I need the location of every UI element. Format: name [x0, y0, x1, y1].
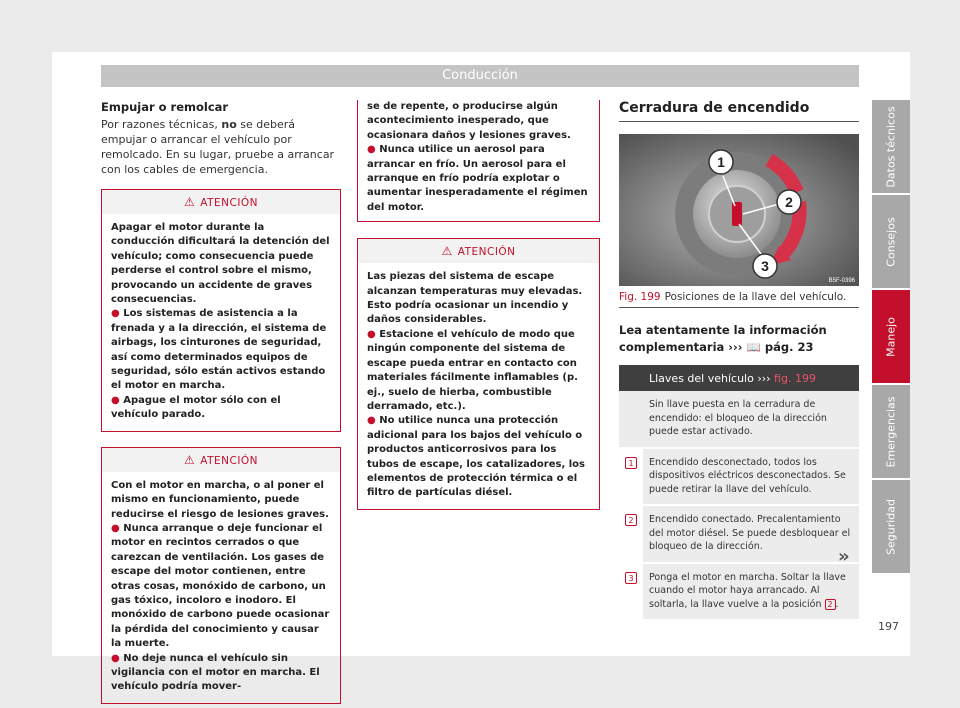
bullet-text: No utilice nunca una protección adicional para los bajos del vehículo o productos anticorrosivos para los tubos de escape, los catalizadores, los elementos de protección térmica o el filtro de partículas diésel. [367, 415, 585, 499]
ignition-lock-figure [619, 134, 859, 286]
reference-page-link[interactable]: pág. 23 [764, 340, 814, 354]
table-row-num [619, 391, 643, 448]
position-number: 1 [625, 457, 637, 469]
warning-bullet [111, 522, 331, 652]
table-header-arrows: ››› [757, 371, 771, 385]
tab-emergencias[interactable] [872, 385, 910, 478]
figure-caption [619, 286, 859, 308]
warning-text: Las piezas del sistema de escape alcanzan temperaturas muy elevadas. Esto podría ocasionar un incendio y daños considerables. [367, 271, 583, 326]
warning-text: se de repente, o producirse algún acontecimiento inesperado, que ocasionara daños y lesiones graves. [367, 101, 571, 141]
table-row-text: Ponga el motor en marcha. Soltar la llave cuando el motor haya arrancado. Al soltarla, la llave vuelve a la posición 2 . [643, 563, 859, 621]
svg-text:1: 1 [717, 154, 725, 170]
table-row-num [619, 505, 643, 563]
warning-bullet [111, 307, 331, 393]
tab-seguridad[interactable] [872, 480, 910, 573]
warning-text: Apagar el motor durante la conducción dificultará la detención del vehículo; como consecuencia puede perderse el control sobre el mismo, provocando un accidente de graves consecuencias. [111, 222, 330, 306]
warning-label: ATENCIÓN [457, 246, 516, 259]
reference-paragraph [619, 322, 859, 356]
table-row [619, 505, 859, 563]
warning-bullet [111, 652, 331, 695]
continue-arrow-icon: » [838, 546, 850, 567]
bullet-text: Nunca utilice un aerosol para arrancar en frío. Un aerosol para el arranque en frío podría explotar o aumentar inesperadamente el régimen del motor. [367, 144, 588, 213]
tab-manejo[interactable] [872, 290, 910, 383]
warning-box-1 [101, 189, 341, 432]
bullet-text: Estacione el vehículo de modo que ningún componente del sistema de escape pueda entrar en contacto con materiales fácilmente inflamables (p. ej., suelo de hierba, combustible derramado, etc.). [367, 328, 578, 412]
table-header-fig-link[interactable]: fig. 199 [774, 371, 816, 385]
tab-label: Manejo [884, 316, 898, 357]
warning-header [102, 190, 340, 214]
svg-text:2: 2 [785, 194, 793, 210]
svg-text:3: 3 [761, 258, 769, 274]
tab-label: Seguridad [884, 498, 898, 555]
warning-triangle-icon: ⚠ [183, 195, 196, 209]
table-row-text: Encendido conectado. Precalentamiento del motor diésel. Se puede desbloquear el bloqueo de la dirección. [643, 505, 859, 563]
bullet-text: Nunca arranque o deje funcionar el motor en recintos cerrados o que carezcan de ventilación. Los gases de escape del motor contienen, entre otras cosas, monóxido de carbono, un gas tóxico, incoloro e inodoro. El monóxido de carbono puede ocasionar la pérdida del conocimiento y causar la muerte. [111, 522, 330, 650]
table-row [619, 563, 859, 621]
table-header-text: Llaves del vehículo [649, 371, 754, 385]
key-positions-table [619, 365, 859, 621]
warning-body [367, 100, 590, 215]
table-row [619, 391, 859, 448]
bullet-text: No deje nunca el vehículo sin vigilancia con el motor en marcha. El vehículo podría mover- [111, 652, 320, 693]
warning-header [102, 448, 340, 472]
bullet-text: Apague el motor sólo con el vehículo parado. [111, 394, 281, 421]
callout-1 [709, 150, 733, 174]
warning-body [102, 214, 340, 431]
chapter-title: Conducción [442, 68, 518, 83]
chapter-header [101, 65, 859, 87]
warning-body [358, 263, 599, 509]
column-middle [357, 100, 600, 510]
warning-box-3 [357, 238, 600, 510]
section-title-ignition: Cerradura de encendido [619, 100, 859, 122]
table-row-text: Sin llave puesta en la cerradura de encendido: el bloqueo de la dirección puede estar activado. [643, 391, 859, 448]
bullet-text: Los sistemas de asistencia a la frenada y a la dirección, el sistema de airbags, los cinturones de seguridad, así como determinados equipos de seguridad, sólo están activos estando el motor en marcha. [111, 308, 327, 392]
table-row-text-main: Ponga el motor en marcha. Soltar la llave cuando el motor haya arrancado. Al soltarla, la llave vuelve a la posición [649, 571, 846, 610]
warning-triangle-icon: ⚠ [183, 452, 196, 467]
bullet-icon: ● [111, 394, 124, 406]
intro-paragraph [101, 117, 341, 177]
bullet-icon: ● [111, 652, 124, 664]
warning-triangle-icon: ⚠ [441, 244, 453, 259]
position-number: 2 [625, 514, 637, 526]
bullet-icon: ● [367, 144, 380, 156]
figure-label: Fig. 199 [619, 291, 661, 303]
warning-label: ATENCIÓN [200, 197, 259, 209]
reference-text: Lea atentamente la información complementaria [619, 323, 827, 354]
ignition-lock-illustration [619, 134, 859, 286]
table-row-text: Encendido desconectado, todos los dispositivos eléctricos desconectados. Se puede retirar la llave del vehículo. [643, 448, 859, 506]
intro-text-pre: Por razones técnicas, [101, 118, 222, 131]
warning-bullet [367, 143, 590, 215]
book-icon: 📖 [746, 340, 761, 354]
warning-label: ATENCIÓN [200, 454, 259, 467]
table-row-num [619, 448, 643, 506]
table-row-num [619, 563, 643, 621]
warning-bullet [111, 394, 331, 423]
key-slot [732, 202, 742, 226]
reference-arrows: ››› [728, 340, 743, 354]
tab-label: Datos técnicos [884, 105, 898, 188]
section-title-push-tow: Empujar o remolcar [101, 100, 229, 114]
warning-body [102, 472, 340, 703]
warning-bullet [367, 328, 590, 414]
intro-text-post: se deberá empujar o arrancar el vehículo por remolcado. En su lugar, pruebe a arrancar con los cables de emergencia. [101, 118, 335, 176]
callout-2 [777, 190, 801, 214]
warning-continued-box [357, 100, 600, 222]
bullet-icon: ● [367, 328, 380, 340]
column-left [101, 100, 341, 704]
bullet-icon: ● [111, 522, 124, 534]
inline-position-ref: 2 [825, 599, 836, 610]
tab-label: Emergencias [884, 395, 898, 468]
tab-datos-tecnicos[interactable] [872, 100, 910, 193]
bullet-icon: ● [111, 308, 124, 320]
callout-3 [753, 254, 777, 278]
figure-caption-text: Posiciones de la llave del vehículo. [664, 291, 847, 303]
figure-code: B5F-0396 [828, 278, 855, 284]
tab-label: Consejos [884, 216, 898, 267]
page-number: 197 [878, 620, 899, 633]
bullet-icon: ● [367, 415, 380, 427]
warning-text: Con el motor en marcha, o al poner el mismo en funcionamiento, puede reducirse el riesgo de lesiones graves. [111, 479, 329, 520]
tab-consejos[interactable] [872, 195, 910, 288]
warning-box-2 [101, 447, 341, 704]
warning-bullet [367, 414, 590, 500]
position-number: 3 [625, 572, 637, 584]
column-right [619, 100, 859, 621]
warning-header [358, 239, 599, 263]
table-row [619, 448, 859, 506]
chapter-sidebar [872, 100, 910, 575]
table-header [619, 365, 859, 391]
intro-text-bold: no [221, 118, 237, 131]
